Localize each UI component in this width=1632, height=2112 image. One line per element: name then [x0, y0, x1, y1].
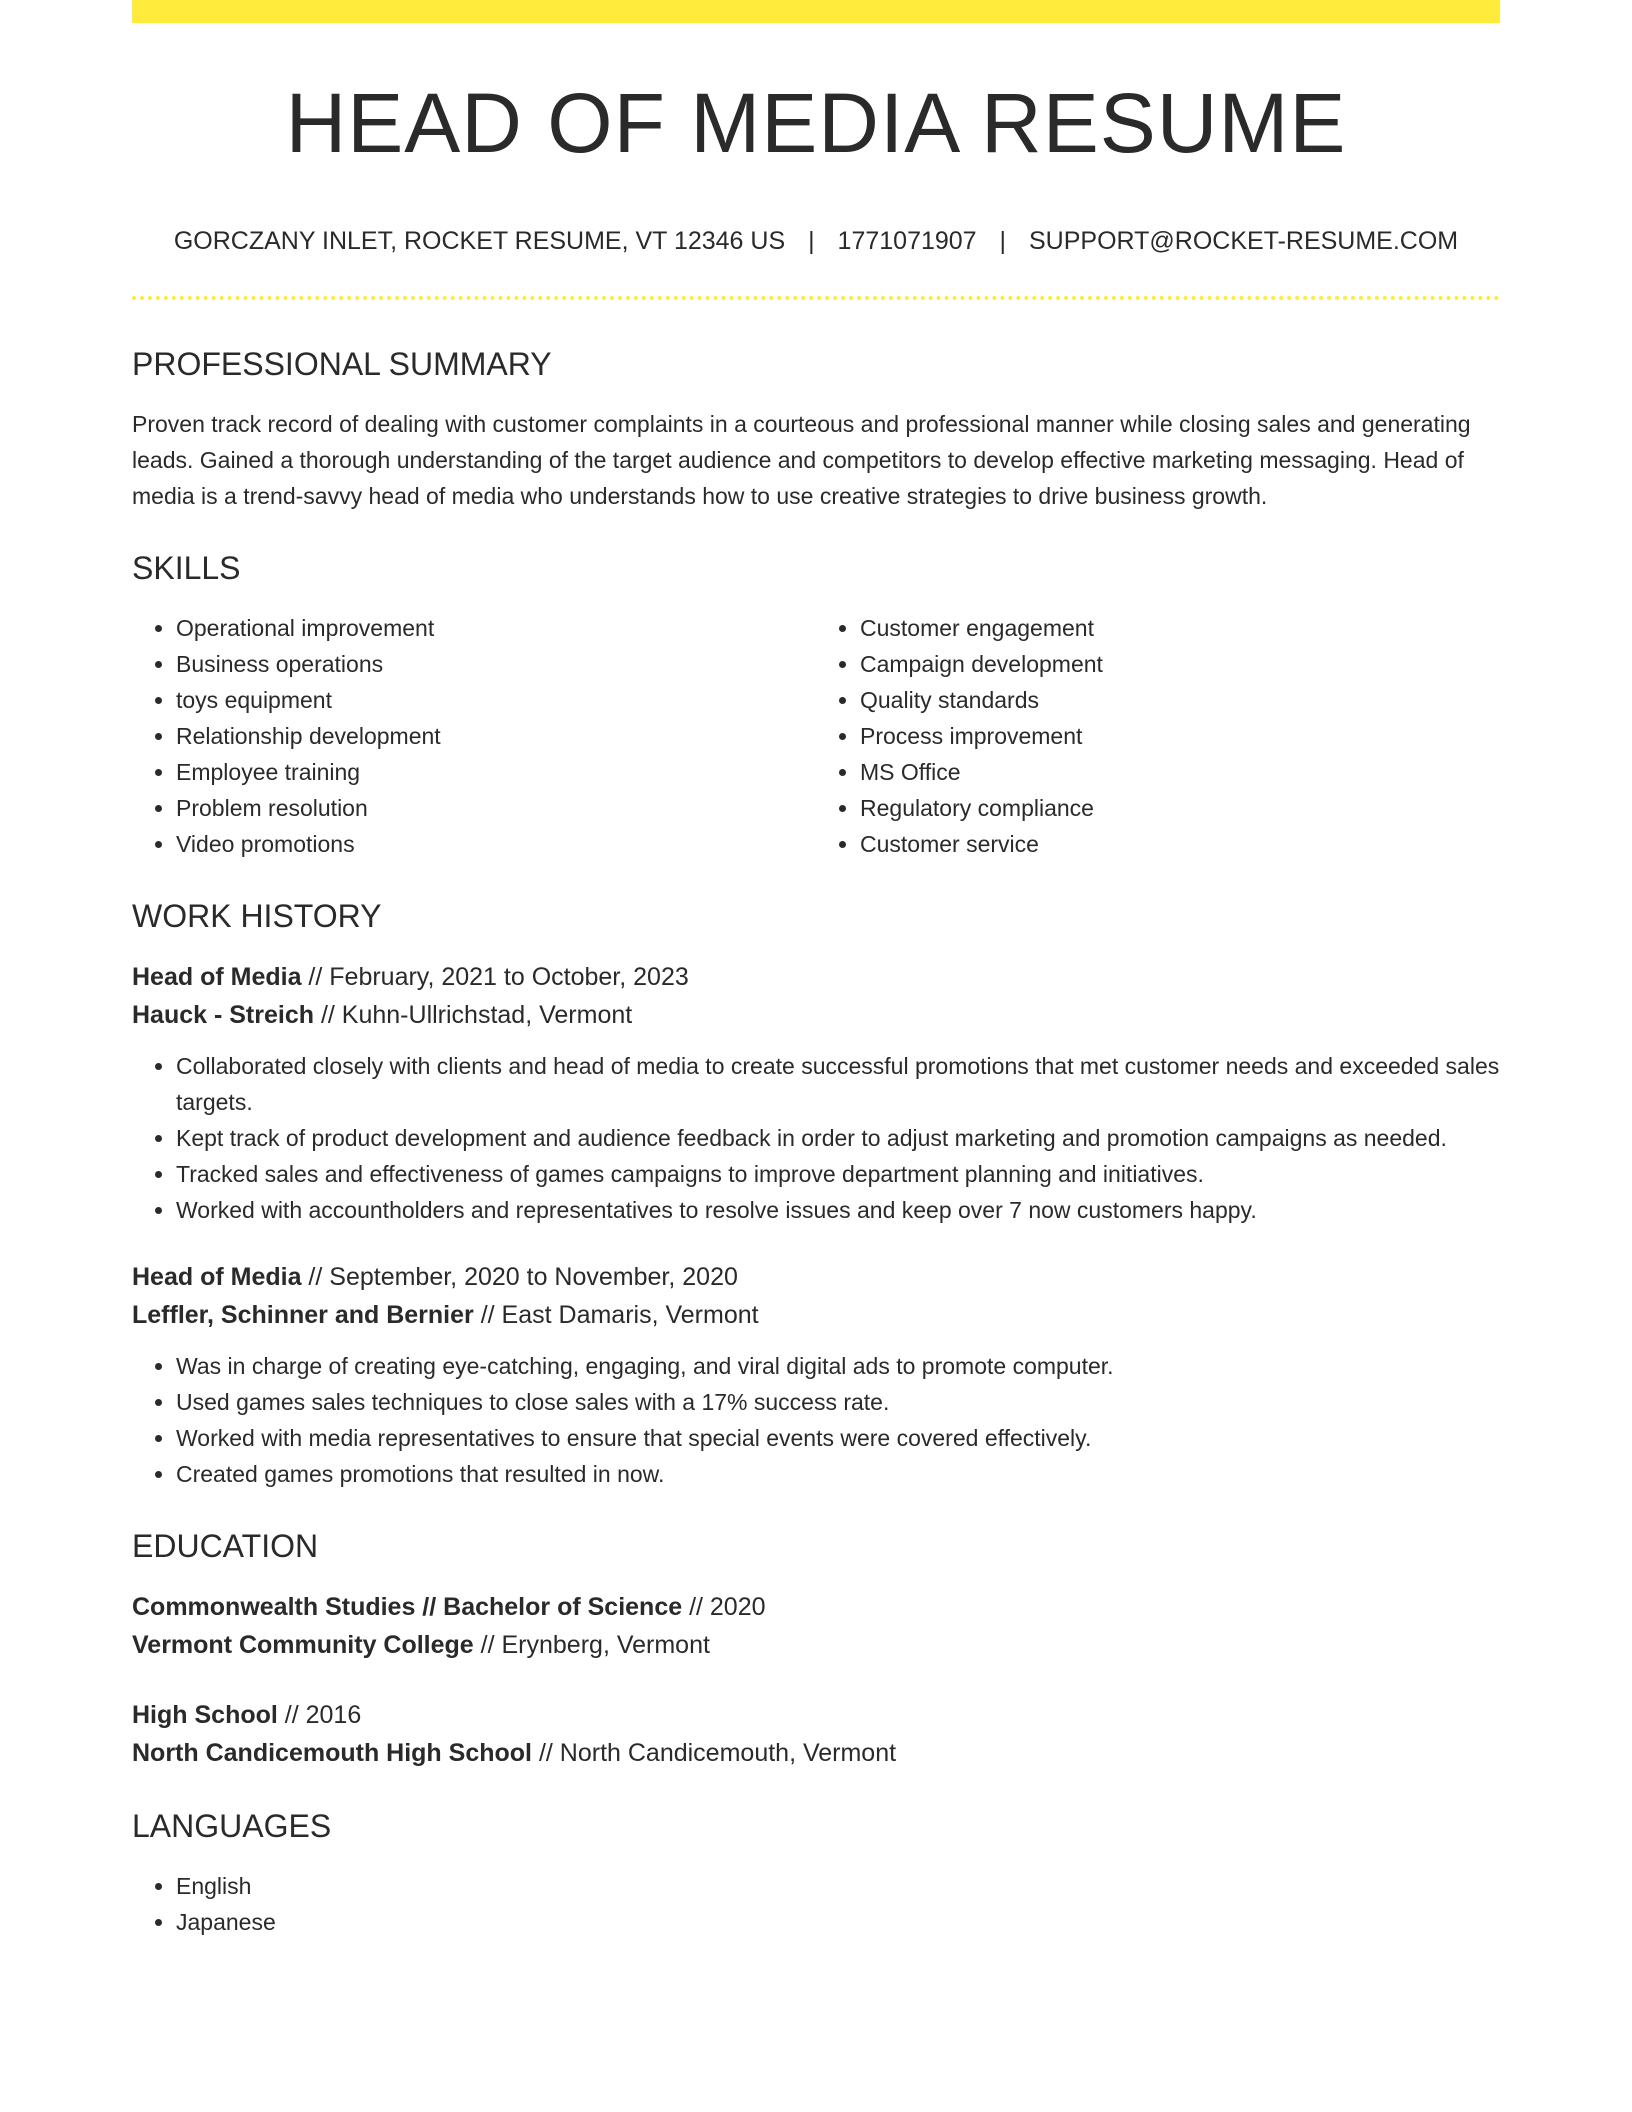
- degree-line: [132, 1588, 1500, 1626]
- education-entry: [132, 1696, 1500, 1772]
- skill-item: • MS Office: [860, 754, 1500, 790]
- school: North Candicemouth High School: [132, 1739, 532, 1767]
- skill-item: • Employee training: [176, 754, 816, 790]
- skill-item: • Relationship development: [176, 718, 816, 754]
- accent-bar: [132, 0, 1500, 23]
- job-bullets: [132, 1348, 1500, 1492]
- skill-item: • Campaign development: [860, 646, 1500, 682]
- skill-item: • Regulatory compliance: [860, 790, 1500, 826]
- edu-year: // 2020: [682, 1593, 766, 1621]
- separator: |: [808, 227, 815, 255]
- job-entry: [132, 958, 1500, 1228]
- skill-item: • Operational improvement: [176, 610, 816, 646]
- job-bullet: • Was in charge of creating eye-catching, engaging, and viral digital ads to promote computer.: [176, 1348, 1500, 1384]
- skills-column-right: [816, 610, 1500, 862]
- job-bullet: • Tracked sales and effectiveness of games campaigns to improve department planning and initiatives.: [176, 1156, 1500, 1192]
- page-title: HEAD OF MEDIA RESUME: [285, 76, 1347, 170]
- skill-item: • Customer engagement: [860, 610, 1500, 646]
- skills-list: [132, 610, 1500, 862]
- work-history-heading: WORK HISTORY: [132, 898, 382, 934]
- summary-text: Proven track record of dealing with customer complaints in a courteous and professional manner while closing sales and generating leads. Gained a thorough understanding of the target audience and competitors to develop effective marketing messaging. Head of media is a trend-savvy head of media who understands how to use creative strategies to drive business growth.: [132, 411, 1471, 509]
- school-line: [132, 1626, 1500, 1664]
- languages-list: [132, 1868, 1500, 1940]
- degree: High School: [132, 1701, 278, 1729]
- resume-page: [132, 0, 1500, 1940]
- degree-line: [132, 1696, 1500, 1734]
- job-bullets: [132, 1048, 1500, 1228]
- skill-item: • Quality standards: [860, 682, 1500, 718]
- education-entry: [132, 1588, 1500, 1664]
- skill-item: • Problem resolution: [176, 790, 816, 826]
- job-title-line: [132, 1258, 1500, 1296]
- contact-line: [132, 229, 1500, 254]
- job-bullet: • Collaborated closely with clients and head of media to create successful promotions that met customer needs and exceeded sales targets.: [176, 1048, 1500, 1120]
- job-dates: // September, 2020 to November, 2020: [301, 1263, 738, 1291]
- languages-heading: LANGUAGES: [132, 1808, 332, 1844]
- language-item: • Japanese: [176, 1904, 1500, 1940]
- job-company: Hauck - Streich: [132, 1001, 315, 1029]
- skill-item: • Video promotions: [176, 826, 816, 862]
- language-item: • English: [176, 1868, 1500, 1904]
- job-bullet: • Created games promotions that resulted in now.: [176, 1456, 1500, 1492]
- skill-item: • Customer service: [860, 826, 1500, 862]
- job-company: Leffler, Schinner and Bernier: [132, 1301, 474, 1329]
- edu-year: // 2016: [277, 1701, 362, 1729]
- skills-column-left: [132, 610, 816, 862]
- job-location: // Kuhn-Ullrichstad, Vermont: [314, 1001, 633, 1029]
- separator: |: [999, 227, 1007, 255]
- summary-heading: PROFESSIONAL SUMMARY: [132, 346, 552, 382]
- skill-item: • Process improvement: [860, 718, 1500, 754]
- job-bullet: • Used games sales techniques to close sales with a 17% success rate.: [176, 1384, 1500, 1420]
- school: Vermont Community College: [132, 1631, 474, 1659]
- skill-item: • Business operations: [176, 646, 816, 682]
- job-bullet: • Worked with accountholders and representatives to resolve issues and keep over 7 now customers happy.: [176, 1192, 1500, 1228]
- degree: Commonwealth Studies // Bachelor of Science: [132, 1593, 683, 1621]
- skill-item: • toys equipment: [176, 682, 816, 718]
- email: SUPPORT@ROCKET-RESUME.COM: [1029, 227, 1459, 255]
- skills-heading: SKILLS: [132, 550, 241, 586]
- job-company-line: [132, 996, 1500, 1034]
- job-company-line: [132, 1296, 1500, 1334]
- dotted-divider: [132, 296, 1500, 300]
- job-title: Head of Media: [132, 963, 302, 991]
- education-heading: EDUCATION: [132, 1528, 319, 1564]
- job-entry: [132, 1258, 1500, 1492]
- school-location: // Erynberg, Vermont: [473, 1631, 710, 1659]
- job-bullet: • Worked with media representatives to ensure that special events were covered effectively.: [176, 1420, 1500, 1456]
- job-title-line: [132, 958, 1500, 996]
- school-line: [132, 1734, 1500, 1772]
- school-location: // North Candicemouth, Vermont: [532, 1739, 897, 1767]
- address: GORCZANY INLET, ROCKET RESUME, VT 12346 US: [173, 227, 786, 255]
- job-title: Head of Media: [132, 1263, 302, 1291]
- phone: 1771071907: [837, 227, 977, 255]
- job-location: // East Damaris, Vermont: [473, 1301, 759, 1329]
- job-bullet: • Kept track of product development and audience feedback in order to adjust marketing and promotion campaigns as needed.: [176, 1120, 1500, 1156]
- job-dates: // February, 2021 to October, 2023: [301, 963, 689, 991]
